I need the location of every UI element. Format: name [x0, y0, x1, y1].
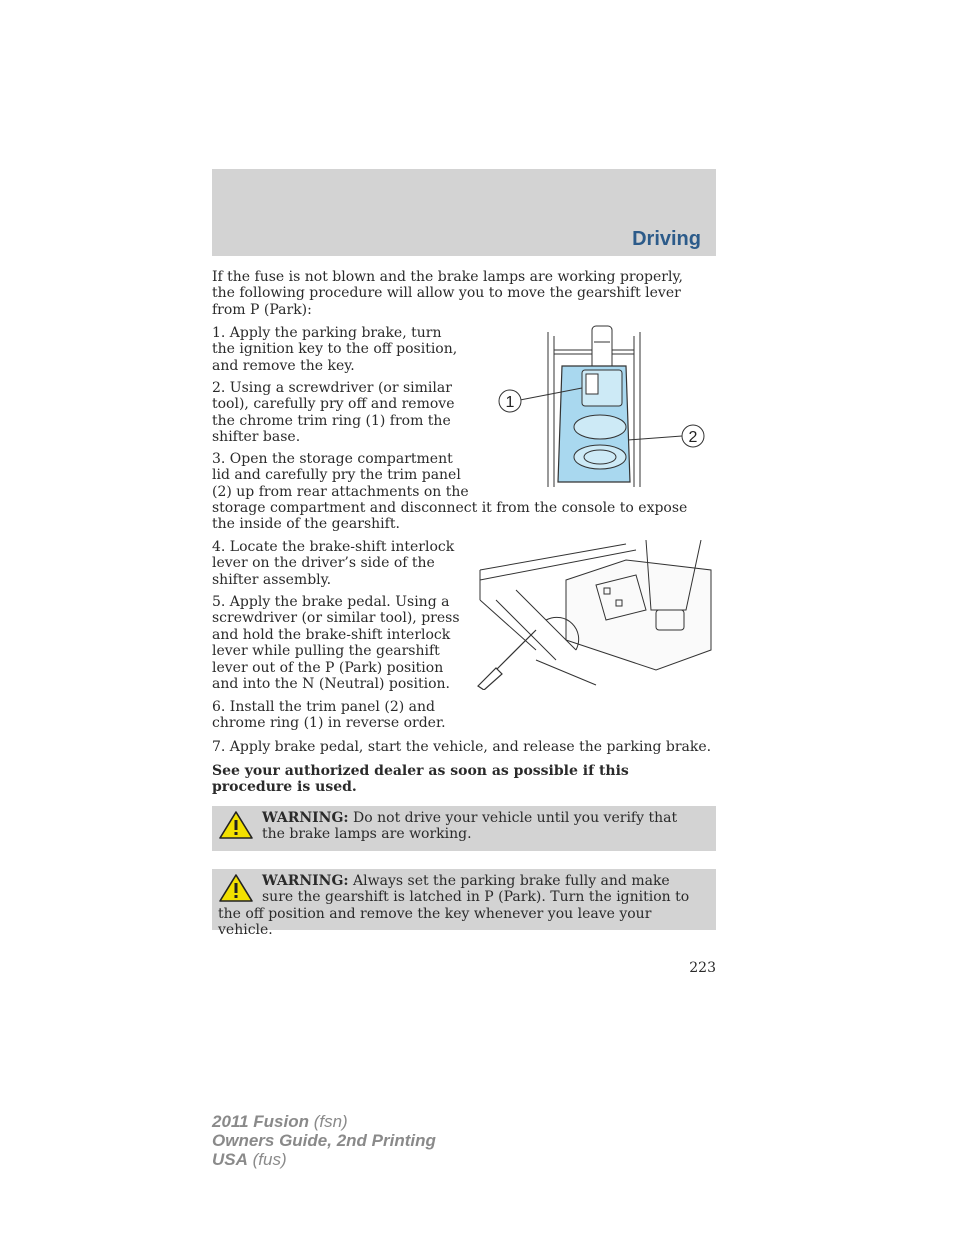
callout-2: 2 [688, 429, 698, 446]
step-4: 4. Locate the brake-shift interlock lever on the driver’s side of the shifter assembly. [212, 539, 455, 588]
warning-label: WARNING: [262, 810, 349, 826]
step-1: 1. Apply the parking brake, turn the ignition key to the off position, and remove the key. [212, 325, 458, 374]
warning-box-2 [212, 869, 716, 939]
step-7: 7. Apply brake pedal, start the vehicle, and release the parking brake. [212, 739, 712, 755]
footer-region: USA [212, 1150, 248, 1169]
section-title: Driving [632, 228, 701, 250]
warning-box-1 [212, 806, 716, 851]
intro-paragraph: If the fuse is not blown and the brake lamps are working properly, the following procedure will allow you to move the gearshift lever from P (Park): [212, 269, 683, 318]
step-3-part-1: 3. Open the storage compartment lid and carefully pry the trim panel (2) up from rear attachments on the [212, 451, 469, 500]
warning-label: WARNING: [262, 873, 349, 889]
callout-1: 1 [505, 394, 515, 411]
warning-triangle-icon [218, 810, 254, 840]
page-number: 223 [689, 960, 716, 976]
footer-model: 2011 Fusion [212, 1112, 309, 1131]
dealer-notice: See your authorized dealer as soon as possible if this procedure is used. [212, 763, 629, 796]
footer-region-code: (fus) [247, 1150, 287, 1169]
footer-guide: Owners Guide, 2nd Printing [212, 1131, 436, 1150]
step-2: 2. Using a screwdriver (or similar tool), carefully pry off and remove the chrome trim ring (1) from the shifter base. [212, 380, 455, 446]
step-3-part-2: storage compartment and disconnect it from the console to expose the inside of the gearshift. [212, 500, 688, 533]
section-header [212, 169, 716, 256]
warning-text: Do not drive your vehicle until you verify that the brake lamps are working. [262, 810, 678, 843]
step-6: 6. Install the trim panel (2) and chrome ring (1) in reverse order. [212, 699, 446, 732]
interlock-lever-illustration [476, 540, 716, 690]
warning-text: Always set the parking brake fully and make sure the gearshift is latched in P (Park). Turn the ignition to the off position and remove the key whenever you leave your vehicle. [218, 873, 690, 939]
footer [212, 1112, 436, 1169]
warning-triangle-icon [218, 873, 254, 903]
shifter-console-illustration [490, 322, 716, 492]
footer-model-code: (fsn) [309, 1112, 348, 1131]
step-5: 5. Apply the brake pedal. Using a screwdriver (or similar tool), press and hold the brake-shift interlock lever while pulling the gearshift lever out of the P (Park) position and into the N (Neutral) position. [212, 594, 460, 693]
